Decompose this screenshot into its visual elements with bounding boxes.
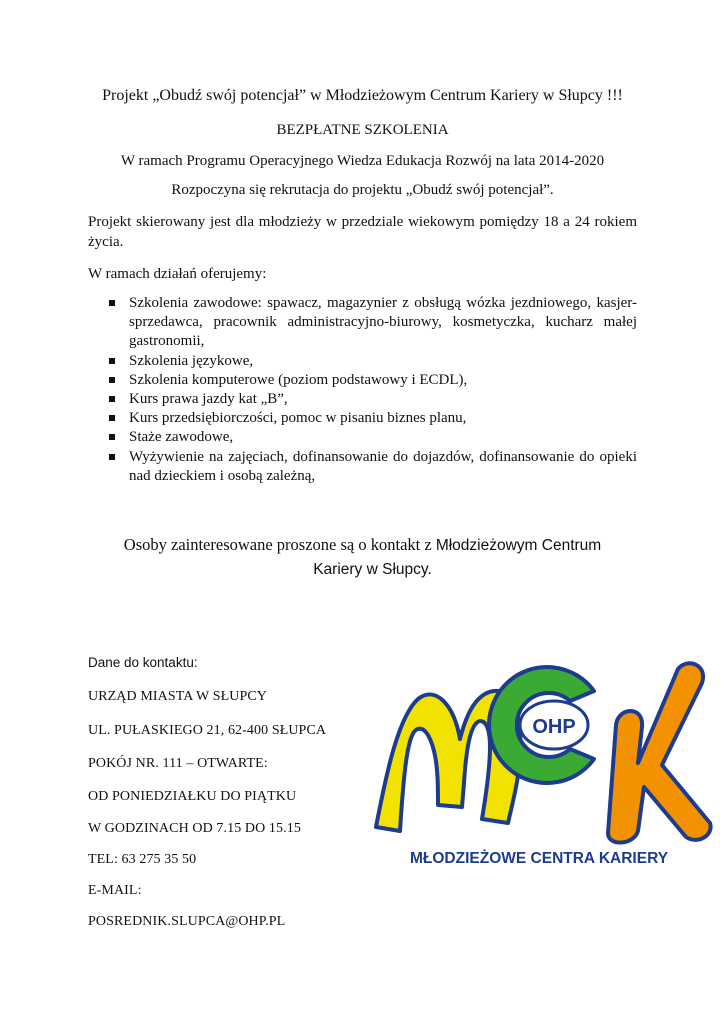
list-item: Staże zawodowe, — [88, 428, 637, 447]
contact-line: POKÓJ NR. 111 – OTWARTE: — [88, 756, 268, 771]
bullet-icon — [109, 377, 115, 383]
contact-line: UL. PUŁASKIEGO 21, 62-400 SŁUPCA — [88, 723, 327, 738]
bullet-icon — [109, 396, 115, 402]
ohp-badge — [520, 701, 588, 749]
offer-list — [88, 294, 637, 486]
contact-line: W GODZINACH OD 7.15 DO 15.15 — [88, 821, 301, 836]
bullet-icon — [109, 358, 115, 364]
mck-logo-graphic — [372, 655, 717, 870]
program-line: W ramach Programu Operacyjnego Wiedza Edukacja Rozwój na lata 2014-2020 — [120, 153, 605, 169]
bullet-icon — [109, 454, 115, 460]
list-item: Kurs prawa jazdy kat „B”, — [88, 390, 637, 409]
list-item: Kurs przedsiębiorczości, pomoc w pisaniu biznes planu, — [88, 409, 637, 428]
bullet-icon — [109, 434, 115, 440]
mck-logo — [372, 655, 717, 870]
email-address: POSREDNIK.SLUPCA@OHP.PL — [88, 914, 286, 929]
bullet-icon — [109, 415, 115, 421]
recruitment-line: Rozpoczyna się rekrutacja do projektu „Obudź swój potencjał”. — [171, 182, 554, 198]
logo-caption: MŁODZIEŻOWE CENTRA KARIERY — [410, 850, 669, 867]
letter-k-shape — [608, 663, 711, 842]
subtitle: BEZPŁATNE SZKOLENIA — [276, 122, 449, 138]
target-group-paragraph: Projekt skierowany jest dla młodzieży w przedziale wiekowym pomiędzy 18 a 24 rokiem życia. — [88, 214, 637, 250]
contact-heading: Dane do kontaktu: — [88, 655, 198, 670]
bullet-icon — [109, 300, 115, 306]
list-item: Szkolenia zawodowe: spawacz, magazynier z obsługą wózka jezdniowego, kasjer-sprzedawca, pracownik administracyjno-biurowy, kosmetyczka, kucharz małej gastronomii, — [88, 294, 637, 352]
offer-intro: W ramach działań oferujemy: — [88, 266, 267, 282]
page-title: Projekt „Obudź swój potencjał” w Młodzieżowym Centrum Kariery w Słupcy !!! — [102, 87, 623, 104]
ohp-badge-text: OHP — [532, 716, 576, 738]
phone-line: TEL: 63 275 35 50 — [88, 852, 197, 867]
contact-line: URZĄD MIASTA W SŁUPCY — [88, 689, 267, 704]
list-item: Szkolenia językowe, — [88, 352, 637, 371]
contact-line: OD PONIEDZIAŁKU DO PIĄTKU — [88, 789, 297, 804]
email-label: E-MAIL: — [88, 883, 142, 898]
list-item: Wyżywienie na zajęciach, dofinansowanie do dojazdów, dofinansowanie do opieki nad dzieckiem i osobą zależną, — [88, 448, 637, 486]
list-item: Szkolenia komputerowe (poziom podstawowy i ECDL), — [88, 371, 637, 390]
contact-invitation: Osoby zainteresowane proszone są o kontakt z Młodzieżowym Centrum Kariery w Słupcy. — [123, 535, 602, 578]
